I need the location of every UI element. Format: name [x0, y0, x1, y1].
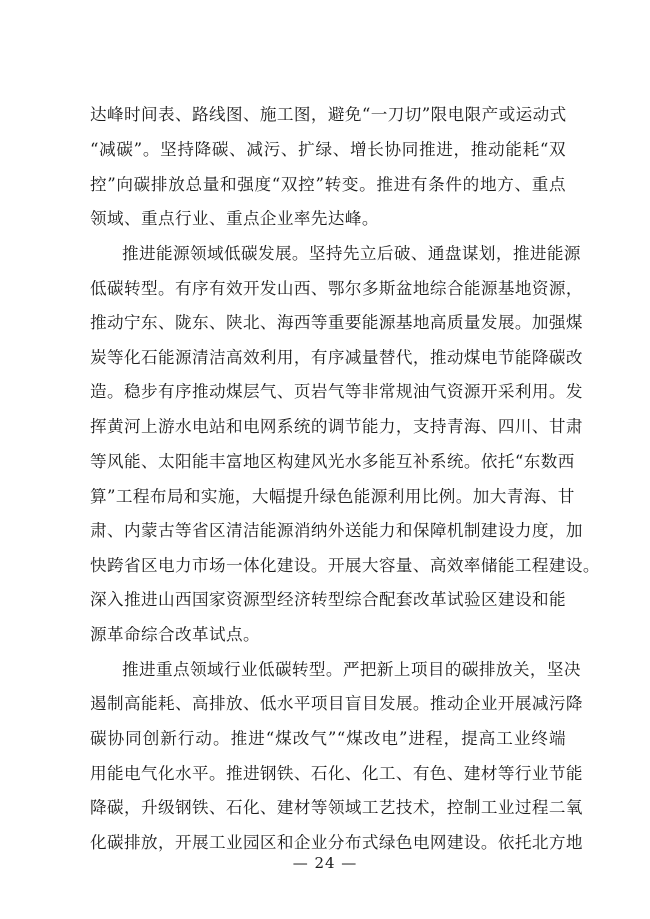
paragraph-2-line-7: 等风能、太阳能丰富地区构建风光水多能互补系统。依托“东数西: [90, 452, 575, 471]
paragraph-2-line-9: 肃、内蒙古等省区清洁能源消纳外送能力和保障机制建设力度，加: [90, 521, 583, 540]
paragraph-1-line-3: 控”向碳排放总量和强度“双控”转变。推进有条件的地方、重点: [90, 175, 566, 194]
paragraph-1-line-4: 领域、重点行业、重点企业率先达峰。: [90, 209, 379, 228]
paragraph-3-line-2: 遏制高能耗、高排放、低水平项目盲目发展。推动企业开展减污降: [90, 694, 583, 713]
paragraph-2-line-11: 深入推进山西国家资源型经济转型综合配套改革试验区建设和能: [90, 590, 566, 609]
paragraph-3-line-6: 化碳排放，开展工业园区和企业分布式绿色电网建设。依托北方地: [90, 833, 583, 852]
paragraph-3-line-1: 推进重点领域行业低碳转型。严把新上项目的碳排放关，坚决: [122, 660, 581, 679]
paragraph-2-line-3: 推动宁东、陇东、陕北、海西等重要能源基地高质量发展。加强煤: [90, 313, 583, 332]
paragraph-2-line-6: 挥黄河上游水电站和电网系统的调节能力，支持青海、四川、甘肃: [90, 417, 583, 436]
paragraph-2-line-10: 快跨省区电力市场一体化建设。开展大容量、高效率储能工程建设。: [90, 556, 600, 575]
paragraph-2-line-4: 炭等化石能源清洁高效利用，有序减量替代，推动煤电节能降碳改: [90, 348, 583, 367]
paragraph-1-line-2: “减碳”。坚持降碳、减污、扩绿、增长协同推进，推动能耗“双: [90, 140, 566, 159]
paragraph-2-line-1: 推进能源领域低碳发展。坚持先立后破、通盘谋划，推进能源: [122, 244, 581, 263]
paragraph-2-line-12: 源革命综合改革试点。: [90, 625, 260, 644]
paragraph-2-line-5: 造。稳步有序推动煤层气、页岩气等非常规油气资源开采利用。发: [90, 382, 583, 401]
paragraph-3-line-5: 降碳，升级钢铁、石化、建材等领域工艺技术，控制工业过程二氧: [90, 798, 583, 817]
paragraph-3-line-4: 用能电气化水平。推进钢铁、石化、化工、有色、建材等行业节能: [90, 764, 583, 783]
paragraph-1-line-1: 达峰时间表、路线图、施工图，避免“一刀切”限电限产或运动式: [90, 105, 567, 124]
paragraph-2-line-2: 低碳转型。有序有效开发山西、鄂尔多斯盆地综合能源基地资源，: [90, 279, 583, 298]
paragraph-2-line-8: 算”工程布局和实施，大幅提升绿色能源利用比例。加大青海、甘: [90, 487, 575, 506]
page-number: — 24 —: [292, 854, 358, 872]
paragraph-3-line-3: 碳协同创新行动。推进“煤改气”“煤改电”进程，提高工业终端: [90, 729, 566, 748]
